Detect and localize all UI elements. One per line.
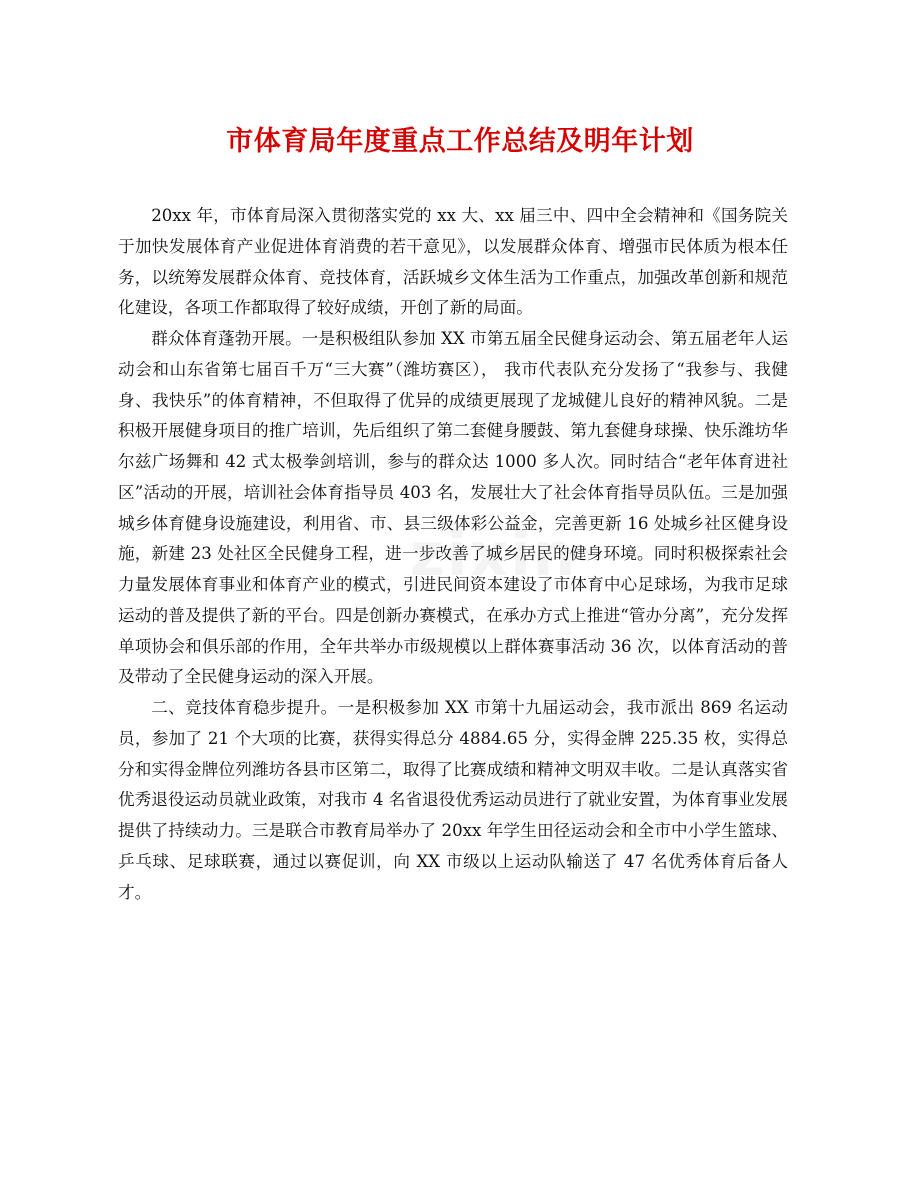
paragraph-mass-sports: 群众体育蓬勃开展。一是积极组队参加 XX 市第五届全民健身运动会、第五届老年人运动会和山东省第七届百千万“三大赛”（潍坊赛区）， 我市代表队充分发扬了“我参与、我健身、我快乐”的体育精神，不但取得了优异的成绩更展现了龙城健儿良好的精神风貌。二是积极开展健身项目的推广培训，先后组织了第二套健身腰鼓、第九套健身球操、快乐潍坊华尔兹广场舞和 42 式太极拳剑培训，参与的群众达 1000 多人次。同时结合“老年体育进社区”活动的开展，培训社会体育指导员 403 名，发展壮大了社会体育指导员队伍。三是加强城乡体育健身设施建设，利用省、市、县三级体彩公益金，完善更新 16 处城乡社区健身设施，新建 23 处社区全民健身工程，进一步改善了城乡居民的健身环境。同时积极探索社会力量发展体育事业和体育产业的模式，引进民间资本建设了市体育中心足球场，为我市足球运动的普及提供了新的平台。四是创新办赛模式，在承办方式上推进“管办分离”，充分发挥单项协会和俱乐部的作用，全年共举办市级规模以上群体赛事活动 36 次，以体育活动的普及带动了全民健身运动的深入开展。 xyxy=(118,329,788,687)
page-title: 市体育局年度重点工作总结及明年计划 xyxy=(226,126,694,157)
document-body xyxy=(118,201,788,908)
paragraph-intro: 20xx 年，市体育局深入贯彻落实党的 xx 大、xx 届三中、四中全会精神和《国务院关于加快发展体育产业促进体育消费的若干意见》，以发展群众体育、增强市民体质为根本任务，以统筹发展群众体育、竞技体育，活跃城乡文体生活为工作重点，加强改革创新和规范化建设，各项工作都取得了较好成绩，开创了新的局面。 xyxy=(118,206,788,318)
watermark: zixin xyxy=(410,520,578,590)
paragraph-competitive-sports: 二、竞技体育稳步提升。一是积极参加 XX 市第十九届运动会，我市派出 869 名运动员，参加了 21 个大项的比赛，获得实得总分 4884.65 分，实得金牌 225.35 枚，实得总分和实得金牌位列潍坊各县市区第二，取得了比赛成绩和精神文明双丰收。二是认真落实省优秀退役运动员就业政策，对我市 4 名省退役优秀运动员进行了就业安置，为体育事业发展提供了持续动力。三是联合市教育局举办了 20xx 年学生田径运动会和全市中小学生篮球、乒乓球、足球联赛，通过以赛促训，向 XX 市级以上运动队输送了 47 名优秀体育后备人才。 xyxy=(118,698,788,902)
